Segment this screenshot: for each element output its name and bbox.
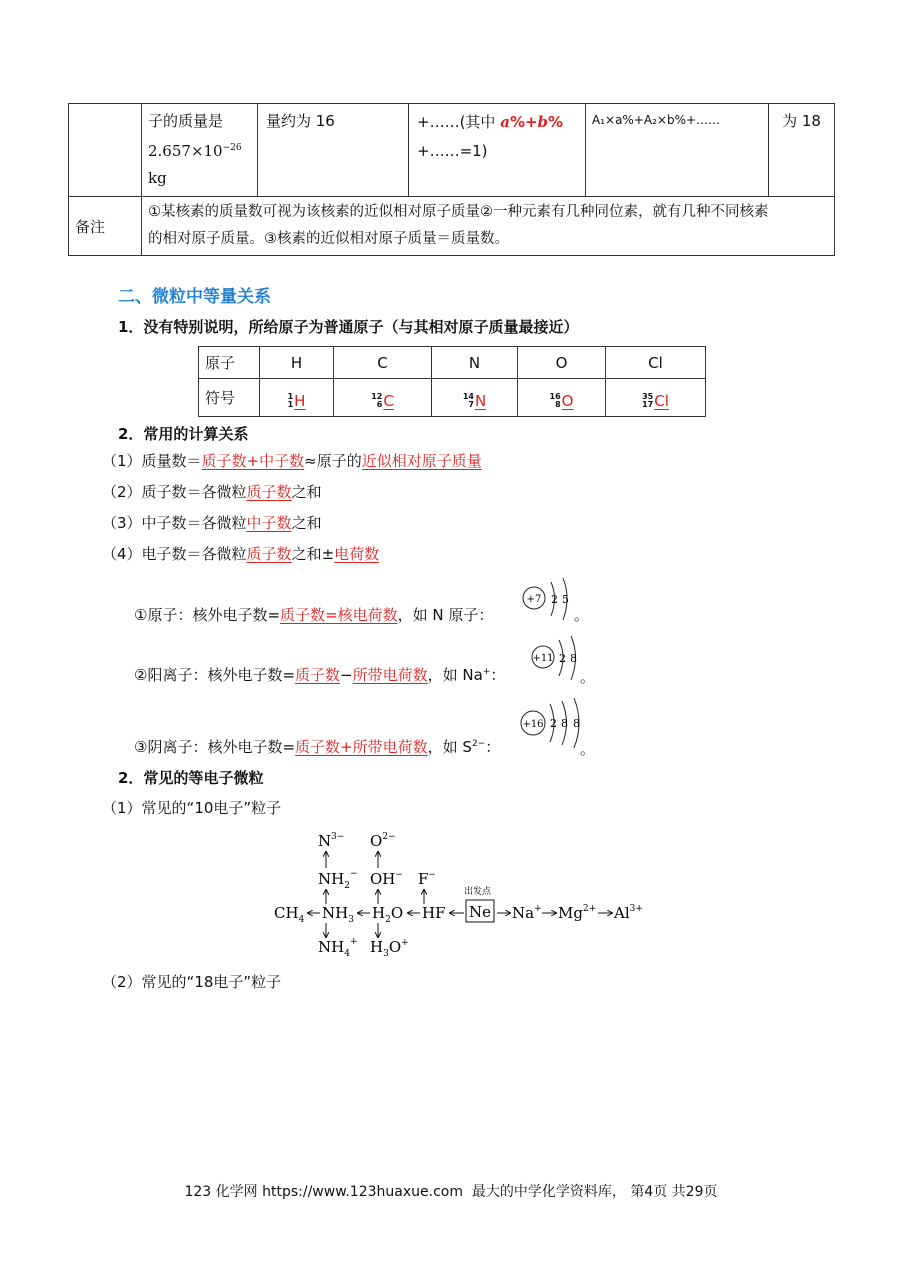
svg-text:+11: +11 [532,653,554,664]
subsection-1-title: 1．没有特别说明，所给原子为普通原子（与其相对原子质量最接近） [118,318,579,336]
svg-text:8: 8 [561,717,568,730]
svg-text:H3O+: $H_3O^+$ [370,938,409,959]
period-3: 。 [580,740,596,758]
svg-text:OH−: OH− [370,870,403,888]
svg-text:2: 2 [550,717,557,730]
top-table-cell-6: 为 18 [769,104,835,197]
ten-electron-diagram [268,826,648,966]
top-table-cell-4: +……(其中 a%+b% +……=1) [409,104,586,197]
period-1: 。 [574,606,590,624]
svg-text:+7: +7 [526,594,542,605]
top-table-cell-5: A₁×a%+A₂×b%+…… [586,104,769,197]
atom-name-cl: Cl [606,347,706,379]
top-table-cell-3: 量约为 16 [258,104,409,197]
electron-anion-line: ③阴离子：核外电子数=质子数+所带电荷数，如 $S^{2-}$： [134,738,501,756]
nuclide-o: 16 8 O [518,379,606,417]
svg-text:NH4+: $NH_4^+$ [318,937,358,959]
svg-text:Ne: Ne [469,903,492,921]
subsection-2-title: 2．常用的计算关系 [118,425,249,443]
atom-name-o: O [518,347,606,379]
period-2: 。 [580,668,596,686]
calc-line-1: （1）质量数＝质子数+中子数≈原子的近似相对原子质量 [102,452,482,470]
subsection-3-title: 2．常见的等电子微粒 [118,769,264,787]
calc-line-4: （4）电子数＝各微粒质子数之和±电荷数 [102,545,380,563]
svg-text:O2−: $O^{2-}$ [370,832,396,850]
top-table-cell-2: 子的质量是 $2.657\times 10^{-26}$ kg [142,104,258,197]
n-atom-structure-diagram [520,576,582,622]
symbol-row-label: 符号 [199,379,260,417]
section-2-title: 二、微粒中等量关系 [118,287,271,307]
top-table [68,103,835,256]
ten-electron-title: （1）常见的“10电子”粒子 [102,799,282,817]
svg-text:出发点: 出发点 [464,887,492,897]
eighteen-electron-title: （2）常见的“18电子”粒子 [102,973,282,991]
svg-text:5: 5 [562,593,569,606]
atom-name-n: N [432,347,518,379]
calc-line-2: （2）质子数＝各微粒质子数之和 [102,483,322,501]
electron-atom-line: ①原子：核外电子数=质子数=核电荷数，如 N 原子： [134,606,494,624]
atom-table [198,346,706,417]
svg-text:Mg2+: $Mg^{2+}$ [558,904,597,922]
svg-text:8: 8 [573,717,580,730]
svg-text:CH4: $CH_4$ [274,904,305,925]
svg-text:2: 2 [551,593,558,606]
svg-text:8: 8 [570,652,577,665]
svg-text:NH3: $NH_3$ [322,904,354,925]
remark-label-cell: 备注 [69,197,142,256]
atom-name-c: C [334,347,432,379]
svg-text:Na+: Na+ [512,904,542,922]
top-table-cell-1 [69,104,142,197]
nuclide-n: 14 7 N [432,379,518,417]
svg-text:N3−: $N^{3-}$ [318,832,345,850]
electron-cation-line: ②阳离子：核外电子数=质子数−所带电荷数，如 Na+： [134,666,506,684]
svg-text:Al3+: $Al^{3+}$ [614,904,643,922]
svg-text:2: 2 [559,652,566,665]
svg-text:HF: HF [422,904,446,922]
svg-text:+16: +16 [522,719,544,730]
nuclide-cl: 35 17 Cl [606,379,706,417]
calc-line-3: （3）中子数＝各微粒中子数之和 [102,514,322,532]
nuclide-c: 12 6 C [334,379,432,417]
atom-name-h: H [260,347,334,379]
svg-text:NH2−: $NH_2^-$ [318,869,358,891]
page-footer: 123 化学网 https://www.123huaxue.com 最大的中学化学资料库， 第4页 共29页 [184,1184,718,1200]
remark-content-cell: ①某核素的质量数可视为该核素的近似相对原子质量②一种元素有几种同位素，就有几种不同核素 的相对原子质量。③核素的近似相对原子质量＝质量数。 [142,197,835,256]
nuclide-h: 1 1 H [260,379,334,417]
svg-text:F−: F− [418,870,436,888]
atom-row-label: 原子 [199,347,260,379]
svg-text:H2O: $H_2O$ [372,904,404,925]
